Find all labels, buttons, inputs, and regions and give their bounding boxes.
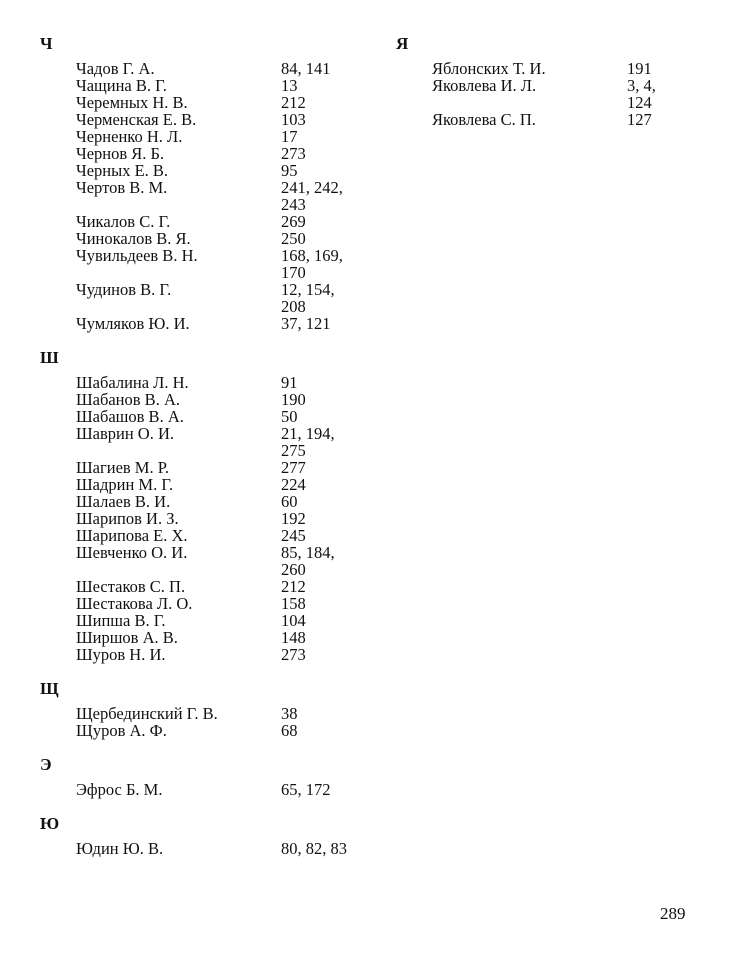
index-entry xyxy=(76,145,370,162)
entry-name: Шуров Н. И. xyxy=(76,645,166,664)
entry-pages: 245 xyxy=(281,526,306,545)
index-entry xyxy=(76,705,370,722)
entry-name: Черменская Е. В. xyxy=(76,110,197,129)
index-entry xyxy=(76,840,370,857)
entry-name: Щербединский Г. В. xyxy=(76,704,218,723)
index-entry xyxy=(76,781,370,798)
entry-pages: 191 xyxy=(627,59,652,78)
entry-pages: 21, 194, 275 xyxy=(281,424,335,460)
entry-pages: 269 xyxy=(281,212,306,231)
entry-list xyxy=(76,374,370,663)
entry-name: Шабашов В. А. xyxy=(76,407,184,426)
entry-pages: 60 xyxy=(281,492,298,511)
entry-name: Чадов Г. А. xyxy=(76,59,155,78)
index-section xyxy=(40,348,370,663)
entry-pages: 127 xyxy=(627,110,652,129)
index-entry xyxy=(76,459,370,476)
index-right-column xyxy=(396,34,696,144)
entry-name: Юдин Ю. В. xyxy=(76,839,164,858)
entry-pages: 250 xyxy=(281,229,306,248)
index-entry xyxy=(76,578,370,595)
entry-pages: 91 xyxy=(281,373,298,392)
entry-pages: 85, 184, 260 xyxy=(281,543,335,579)
entry-pages: 224 xyxy=(281,475,306,494)
entry-name: Чащина В. Г. xyxy=(76,76,167,95)
entry-pages: 168, 169, 170 xyxy=(281,246,343,282)
section-letter: Ю xyxy=(40,814,60,833)
entry-pages: 50 xyxy=(281,407,298,426)
entry-pages: 212 xyxy=(281,93,306,112)
index-entry xyxy=(76,230,370,247)
index-entry xyxy=(76,128,370,145)
entry-name: Чернов Я. Б. xyxy=(76,144,165,163)
index-entry xyxy=(76,612,370,629)
entry-list xyxy=(76,840,370,857)
entry-name: Ширшов А. В. xyxy=(76,628,178,647)
entry-pages: 68 xyxy=(281,721,298,740)
index-entry xyxy=(76,111,370,128)
entry-pages: 103 xyxy=(281,110,306,129)
section-letter: Щ xyxy=(40,679,59,698)
entry-pages: 148 xyxy=(281,628,306,647)
index-entry xyxy=(76,94,370,111)
index-entry xyxy=(76,722,370,739)
entry-pages: 17 xyxy=(281,127,298,146)
index-section xyxy=(40,679,370,739)
entry-name: Шарипов И. З. xyxy=(76,509,179,528)
index-section xyxy=(40,755,370,798)
entry-pages: 273 xyxy=(281,144,306,163)
index-entry xyxy=(76,646,370,663)
entry-pages: 84, 141 xyxy=(281,59,331,78)
section-letter: Ш xyxy=(40,348,59,367)
section-letter: Я xyxy=(396,34,409,53)
entry-name: Черненко Н. Л. xyxy=(76,127,183,146)
entry-name: Черных Е. В. xyxy=(76,161,169,180)
index-entry xyxy=(76,77,370,94)
entry-list xyxy=(432,60,696,128)
entry-name: Шабалина Л. Н. xyxy=(76,373,189,392)
entry-name: Шаврин О. И. xyxy=(76,424,175,443)
index-entry xyxy=(76,162,370,179)
entry-name: Яблонских Т. И. xyxy=(432,59,546,78)
entry-name: Яковлева И. Л. xyxy=(432,76,537,95)
entry-name: Шестакова Л. О. xyxy=(76,594,193,613)
index-entry xyxy=(76,493,370,510)
index-entry xyxy=(76,315,370,332)
entry-name: Шагиев М. Р. xyxy=(76,458,169,477)
index-entry xyxy=(76,213,370,230)
index-entry xyxy=(76,629,370,646)
entry-pages: 158 xyxy=(281,594,306,613)
entry-list xyxy=(76,705,370,739)
entry-pages: 3, 4, 124 xyxy=(627,76,656,112)
entry-name: Щуров А. Ф. xyxy=(76,721,167,740)
entry-name: Шестаков С. П. xyxy=(76,577,186,596)
section-letter: Э xyxy=(40,755,52,774)
entry-name: Шабанов В. А. xyxy=(76,390,180,409)
index-entry xyxy=(76,374,370,391)
index-entry xyxy=(76,425,370,459)
entry-pages: 104 xyxy=(281,611,306,630)
index-entry xyxy=(432,111,696,128)
entry-pages: 190 xyxy=(281,390,306,409)
index-entry xyxy=(76,527,370,544)
entry-name: Шарипова Е. Х. xyxy=(76,526,188,545)
entry-name: Шипша В. Г. xyxy=(76,611,166,630)
entry-name: Чумляков Ю. И. xyxy=(76,314,190,333)
entry-name: Чинокалов В. Я. xyxy=(76,229,191,248)
section-letter: Ч xyxy=(40,34,53,53)
entry-name: Чудинов В. Г. xyxy=(76,280,172,299)
entry-name: Шевченко О. И. xyxy=(76,543,188,562)
page-number: 289 xyxy=(660,904,686,923)
entry-name: Чувильдеев В. Н. xyxy=(76,246,198,265)
entry-pages: 212 xyxy=(281,577,306,596)
index-entry xyxy=(432,60,696,77)
index-entry xyxy=(76,544,370,578)
index-entry xyxy=(76,281,370,315)
index-entry xyxy=(76,247,370,281)
index-left-column xyxy=(40,34,370,873)
index-section xyxy=(40,34,370,332)
index-section xyxy=(396,34,696,128)
entry-pages: 13 xyxy=(281,76,298,95)
entry-pages: 95 xyxy=(281,161,298,180)
entry-pages: 37, 121 xyxy=(281,314,331,333)
entry-pages: 80, 82, 83 xyxy=(281,839,347,858)
entry-pages: 38 xyxy=(281,704,298,723)
index-section xyxy=(40,814,370,857)
index-entry xyxy=(76,595,370,612)
entry-name: Чикалов С. Г. xyxy=(76,212,171,231)
index-entry xyxy=(432,77,696,111)
entry-list xyxy=(76,781,370,798)
index-entry xyxy=(76,476,370,493)
index-entry xyxy=(76,391,370,408)
entry-pages: 12, 154, 208 xyxy=(281,280,335,316)
index-entry xyxy=(76,60,370,77)
index-entry xyxy=(76,408,370,425)
entry-pages: 277 xyxy=(281,458,306,477)
entry-name: Яковлева С. П. xyxy=(432,110,536,129)
entry-name: Шалаев В. И. xyxy=(76,492,171,511)
entry-name: Черемных Н. В. xyxy=(76,93,188,112)
entry-name: Чертов В. М. xyxy=(76,178,168,197)
entry-pages: 65, 172 xyxy=(281,780,331,799)
entry-list xyxy=(76,60,370,332)
index-entry xyxy=(76,179,370,213)
index-entry xyxy=(76,510,370,527)
entry-pages: 192 xyxy=(281,509,306,528)
entry-name: Эфрос Б. М. xyxy=(76,780,163,799)
entry-pages: 241, 242, 243 xyxy=(281,178,343,214)
entry-name: Шадрин М. Г. xyxy=(76,475,174,494)
entry-pages: 273 xyxy=(281,645,306,664)
